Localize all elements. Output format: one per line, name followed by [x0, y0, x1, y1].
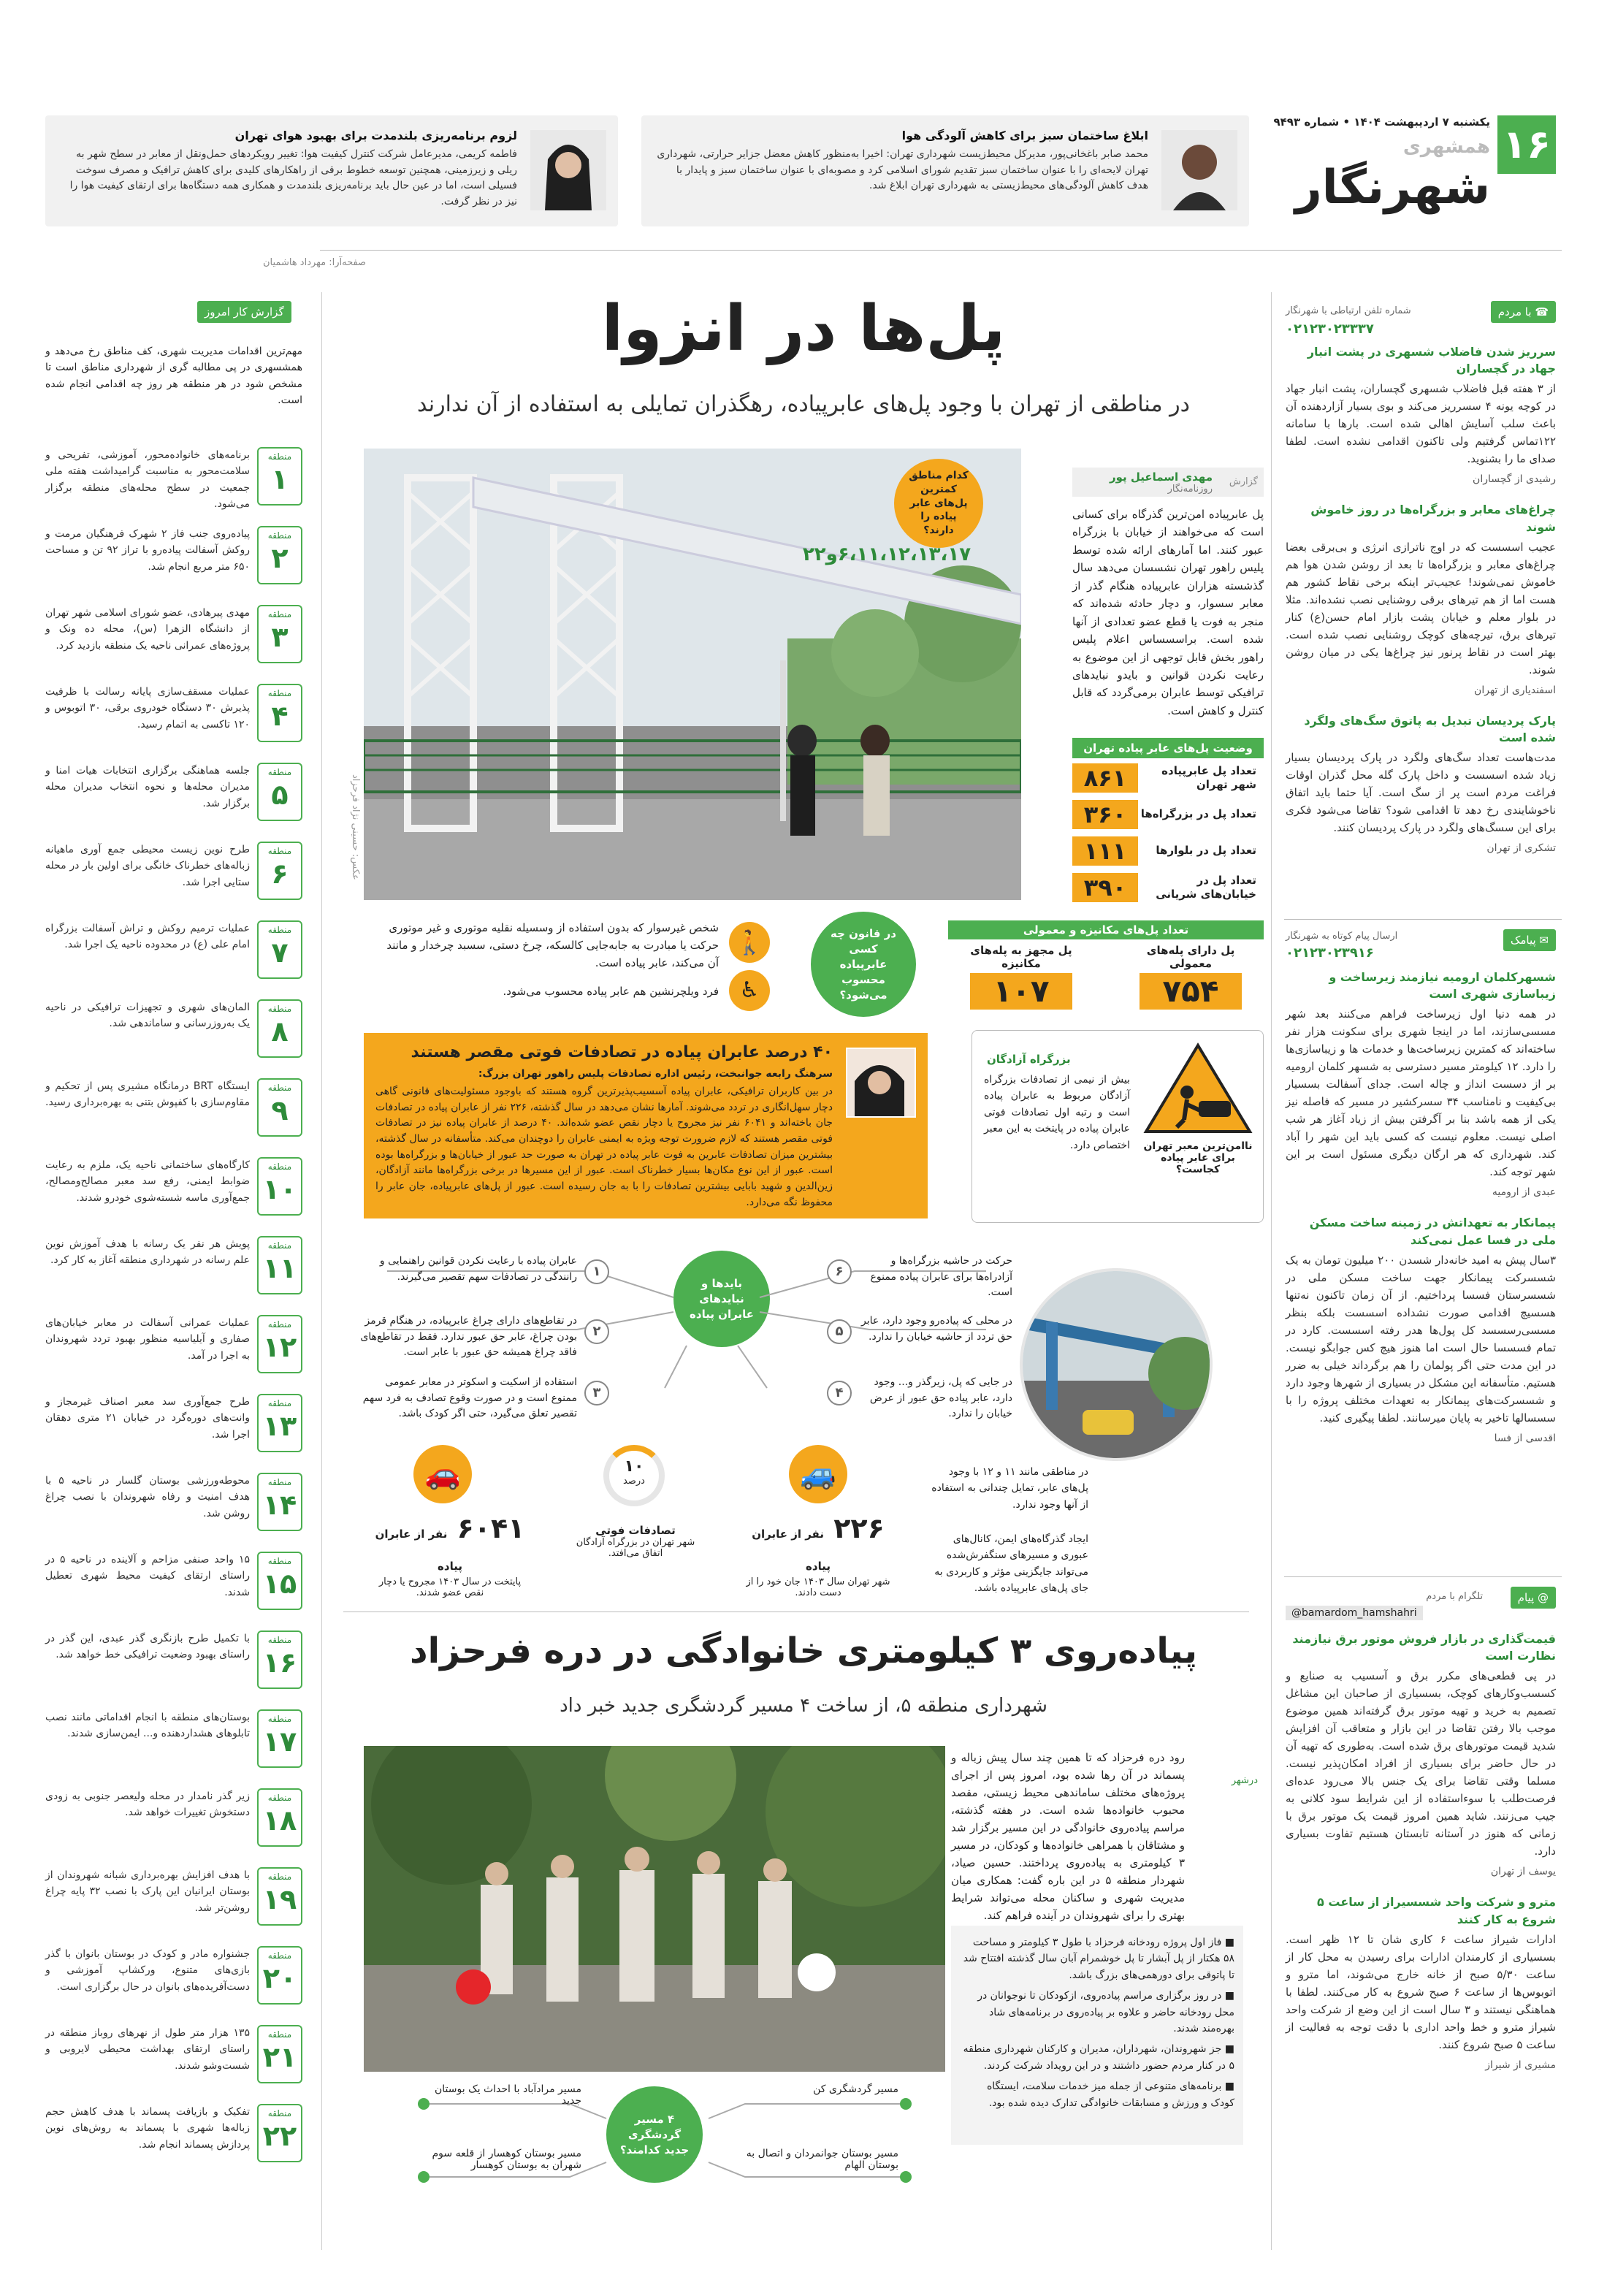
portrait-photo [1161, 130, 1237, 210]
route-item: مسیر بوستان کوهسار از قلعه سوم شهران به بوستان کوهسار [432, 2148, 581, 2171]
district-number: ۹ [271, 1094, 289, 1126]
district-number: ۶ [271, 858, 289, 890]
forty-percent-subtitle: سرهنگ رابعه جوانبخت، رئیس اداره تصادفات پلیس راهور تهران بزرگ: [478, 1068, 833, 1080]
district-label: منطقه [267, 1635, 292, 1645]
district-number: ۱۸ [262, 1804, 297, 1837]
district-text: جشنواره مادر و کودک در بوستان بانوان با گذر بازی‌های متنوع، ورکشاپ آموزشی و دست‌آفریده‌های بانوان در حال برگزاری است. [45, 1948, 250, 1993]
district-badge [257, 2025, 302, 2083]
district-text: تفکیک و بازیافت پسماند با هدف کاهش حجم زباله‌ها شهری با پسماند به روش‌های نوین پردازش پسماند انجام شد. [45, 2106, 250, 2151]
district-item [45, 1315, 302, 1373]
stat-row [1072, 798, 1264, 831]
header-news-box-1 [641, 115, 1249, 226]
district-label: منطقه [267, 925, 292, 935]
stats-title: وضعیت پل‌های عابر پیاده تهران [1072, 738, 1264, 758]
district-label: منطقه [267, 1083, 292, 1093]
district-badge [257, 920, 302, 979]
district-label: منطقه [267, 767, 292, 777]
district-item [45, 1157, 302, 1216]
bullet-item: ■ فاز اول پروژه رودخانه فرحزاد با طول ۳ کیلومتر و مساحت ۵۸ هکتار از پل آبشار تا پل خوشمرام آبان سال گذشته افتتاح شد تا پاتوقی برای دورهمی‌های بزرگ باشد. [963, 1937, 1234, 1981]
letter-item: پیمانکار به تعهداتش در زمینه ساخت مسکن ملی در فسا عمل نمی‌کند ۳سال پیش به امید خانه‌دار شسدن ۲۰۰ میلیون تومان به یک شسسرکت پیمانکار جهت ساخت مسکن ملی در شسسرستان فسسا پرداختیم. از آن زمان تاکنون نه‌تنها هسسیچ اقدامی صورت نشداده اسسست بلکه بنظر مسسی‌رسسسد کل پول‌ها هدر رفته اسسست. کارد در تمام فسسسا حال است اما هنوز هیچ کس جوابگو نیست. در این مدت حتی اگر پولمان را هم برگرداند خیلی به ضرر هستیم. متأسفانه این مشکل در بسیاری از شهرها وجود دارد و شسسرکت‌های پیمانکار به تعهدات مختلف پروژه را با سسسالها تاخیر به پایان میرسانند. لطفا پیگیری کنید. اقدسی از فسا [1286, 1216, 1556, 1444]
district-badge [257, 1552, 302, 1610]
warning-sign-icon [1143, 1041, 1253, 1136]
dos-text: حرکت در حاشیه بزرگراه‌ها و آزادراه‌ها برای عابران پیاده ممنوع است. [870, 1255, 1012, 1299]
district-badge [257, 1157, 302, 1216]
district-badge [257, 999, 302, 1058]
district-number: ۱۲ [262, 1331, 297, 1363]
district-item [45, 842, 302, 900]
district-badge [257, 2104, 302, 2162]
district-badge [257, 605, 302, 663]
district-text: با تکمیل طرح بازنگری گذر عبدی، این گذر در راستای بهبود وضعیت ترافیکی خط خواهد شد. [45, 1633, 250, 1661]
law-text-2: فرد ویلچرنشین هم عابر پیاده محسوب می‌شود. [503, 985, 719, 998]
district-number: ۲۱ [262, 2041, 297, 2073]
fig-killed: ۲۲۶ نفر از عابران پیاده شهر تهران سال ۱۴۰۳ جان خود را از دست دادند. [746, 1512, 890, 1598]
section-tag-telegram: @ پیام [1511, 1587, 1556, 1609]
district-text: پویش هر نفر یک رسانه با هدف آموزش نوین علم رسانه در شهرداری منطقه آغاز به کار کرد. [45, 1238, 250, 1267]
district-badge [257, 1946, 302, 2005]
section-tag-with-people: ☎ با مردم [1491, 301, 1556, 323]
callout-badge: کدام مناطق کمترین پل‌های عابر پیاده را دارند؟ [894, 459, 983, 548]
district-number: ۷ [271, 937, 289, 969]
stat-value: ۳۹۰ [1072, 873, 1138, 902]
route-item: مسیر مرادآباد با احداث یک بوستان جدید [434, 2083, 581, 2107]
right-col-items-2 [1286, 969, 1556, 1460]
district-item [45, 1946, 302, 2005]
district-label: منطقه [267, 1714, 292, 1724]
header-news-title-1: ابلاغ ساختمان سبز برای کاهش آلودگی هوا [901, 129, 1148, 142]
letter-item: شسهرکلمان ارومیه نیازمند زیرساخت و زیباسازی شهری است در همه دنیا اول زیرساخت فراهم می‌کنند بعد شهر مسسی‌سازند، اما در اینجا شهری برای سکونت‌ هزار نفر ساخته‌اند که کمترین زیرساخت‌ها و خدمات‌ ها و زیباسازی‌ها را دارد. ۱۲ کیلومتر مسیر دسترسی به شسهر کلمان ارومیه بر از دسست انداز و چاله است. جدای آسفالت بسسیار بی‌کیفیت و نامناسب ۳۴ سسرکشیر در مسیر که فاصله نیز یکی از همه باشد بنا بر آگرفتن بیش از زیاد آغاز هر شب اصلی نیست. معلوم نیست که کسی باید این شهر را آباد کند. شهرداری که هر ارگان دیگری مسئول است بر این شهر توجه کند. عبدی از ارومیه [1286, 970, 1556, 1199]
brand-subtitle: همشهری [1402, 136, 1490, 158]
district-badge [257, 1394, 302, 1452]
second-lead: شهرداری منطقه ۵، از ساخت ۴ مسیر گردشگری جدید خبر داد [560, 1695, 1047, 1717]
district-number: ۵ [271, 779, 289, 811]
forty-percent-body: در بین کاربران ترافیکی، عابران پیاده آسسیب‌پذیرترین گروه هستند که باوجود مسئولیت‌های قانونی گاهی دچار سهل‌انگاری در تردد می‌شوند. آمارها نشان می‌دهد در سال گذشته، ۲۲۶ نفر از عابران پیاده در تصادفات جان باخته‌اند و ۶۰۴۱ نفر نیز مجروح یا دچار نقص عضو شده‌اند. ۴۰ درصد از عابران پیاده نیز در تصادفات فوتی مقصر هستند که لازم ضرورت توجه ویژه به ایمنی عابران را دوچندان می‌کند. متأسفانه در سال گذشته، بیشترین میزان تصادفات عابرین به فوت عابر پیاده در تهران به صورت حد عبور از خیابان‌ها و بزرگراه‌ها بوده است. عبور از این نوع مکان‌ها بسیار خطرناک است. عبور از این مسیرها در برخی بزرگراه‌ها مانند آزادگان، زین‌الدین و شهید بابایی بیشترین تصادفات را با به جان رسیده است. عبور از پل‌های عابرپیاده، جان عابر را محفوظ نگه می‌دارد. [375, 1086, 833, 1208]
district-item [45, 2025, 302, 2083]
district-badge [257, 1315, 302, 1373]
bullet-item: ■ جز شهروندان، شهرداران، مدیران و کارکنان شهرداری منطقه ۵ در کنار مردم حضور داشتند و در این رویداد شرکت کردند. [963, 2043, 1234, 2072]
district-label: منطقه [267, 1240, 292, 1251]
callout-numbers: ۶،۱۱،۱۲،۱۳،۱۷و۲۲ [802, 544, 972, 565]
main-headline: پل‌ها در انزوا [601, 292, 1006, 365]
district-item [45, 1552, 302, 1610]
header-news-body-2: فاطمه کریمی، مدیرعامل شرکت کنترل کیفیت هوا: تغییر رویکردهای حمل‌ونقل از معابر در سطح شهر به ریلی و زیرزمینی، همچنین توسعه خطوط برقی از راهکارهای کلیدی برای کاهش ترافیک و مصرف سوخت فسیلی است، اما در عین حال باید برنامه‌ریزی بلندمدت و همکاری همه دستگاه‌ها برای ارتقای کیفیت هوا را نیز در نظر گرفت. [69, 148, 517, 208]
district-number: ۱ [271, 463, 289, 495]
district-label: منطقه [267, 1477, 292, 1487]
header-news-title-2: لزوم برنامه‌ریزی بلندمدت برای بهبود هوای تهران [234, 129, 517, 142]
district-number: ۲۲ [262, 2120, 297, 2152]
district-number: ۱۹ [262, 1883, 297, 1915]
district-text: عملیات مسقف‌سازی پایانه رسالت با ظرفیت پذیرش ۳۰ دستگاه خودروی برقی، ۳۰ اتوبوس و ۱۲۰ تاکسی به اتمام رسید. [45, 686, 251, 731]
district-badge [257, 763, 302, 821]
district-badge [257, 1631, 302, 1689]
district-label: منطقه [267, 530, 292, 541]
district-item [45, 684, 302, 742]
wheelchair-icon: ♿ [729, 970, 770, 1011]
district-item [45, 920, 302, 979]
crash-car-icon: 🚗 [413, 1445, 472, 1503]
dos-number: ۳ [584, 1381, 609, 1406]
district-text: مهدی پیرهادی، عضو شورای اسلامی شهر تهران از دانشگاه الزهرا (س)، محله ده ونک و پروژه‌های عمرانی ناحیه یک منطقه بازدید کرد. [45, 607, 250, 652]
dos-number: ۴ [827, 1381, 852, 1406]
dos-text: عابران پیاده با رعایت نکردن قوانین راهنمایی و رانندگی در تصادفات سهم تقصیر می‌گیرند. [379, 1255, 577, 1283]
district-label: منطقه [267, 451, 292, 462]
stat-label: تعداد پل عابرپیاده شهر تهران [1161, 763, 1256, 791]
issue-date: یکشنبه ۷ اردیبهشت ۱۴۰۴ • شماره ۹۴۹۳ [1273, 115, 1490, 129]
report-body: پل عابرپیاده امن‌ترین گذرگاه برای کسانی است که می‌خواهند از خیابان با بزرگراه عبور کنند. اما آمارهای ارائه شده توسط پلیس راهور تهران نشسسان می‌دهد سال گذشسته هزاران عابرپیاده هنگام گذر از معابر سسوار، و دچار حادثه شده‌اند که منجر به فوت یا قطع عضو تعدادی از آنها شده است. براسسساس اعلام پلیس راهور بخش قابل توجهی از این موضوع به رعایت نکردن قوانین و بایدو نبایدهای ترافیکی توسط عابران برمی‌گردد که قابل کنترل و کاهش است. [1072, 508, 1264, 717]
bullet-item: ■ برنامه‌های متنوعی از جمله میز خدمات سلامت، ایستگاه کودک و ورزش و مسابقات خانوادگی تدارک دیده شده بود. [986, 2080, 1234, 2109]
report-tag: گزارش [1229, 476, 1258, 487]
author-role: روزنامه‌نگار [1167, 484, 1213, 495]
stat-label: تعداد پل در بزرگراه‌ها [1140, 807, 1256, 821]
stat-row [1072, 871, 1264, 904]
walker-icon: 🚶 [729, 922, 770, 963]
district-badge [257, 526, 302, 584]
district-number: ۱۵ [262, 1568, 297, 1600]
second-tag: درشهر [1231, 1775, 1258, 1786]
district-badge [257, 842, 302, 900]
district-number: ۴ [271, 700, 289, 732]
letter-item: قیمت‌گذاری در بازار فروش موتور برق نیازمند نظارت است در پی قطعی‌های مکرر برق و آسسیب به صنایع و کسسب‌وکارهای کوچک، بسسیاری از صاحبان این مشاغل تصمیم به خرید و تهیه موتور برق گرفته‌اند همین موضوع موجب بالا رفتن تقاضا در این بازار و متعاقب آن افزایش شدید قیمت موتورهای برق شده است. به‌طوری که تهیه آن در حال حاضر برای بسیاری از افراد امکان‌پذیر نیست. مسلما وقتی تقاضا برای یک جنس بالا می‌رود عده‌ای فرصت‌طلب با سوءاستفاده از این شرایط سود کلانی به جیب می‌زنند. شاید همین امروز قیمت یک موتور برق با زمانی که هنوز در آستانه تابستان هستیم تفاوت بسیاری دارد. یوسف از تهران [1286, 1632, 1556, 1878]
district-label: منطقه [267, 1398, 292, 1408]
district-item [45, 1394, 302, 1452]
section-tag-sms: ✉ پیامک [1503, 929, 1556, 951]
district-number: ۱۱ [262, 1252, 297, 1284]
law-circle: در قانون چه کسی عابرپیاده محسوب می‌شود؟ [811, 912, 916, 1017]
photo-credit: عکس: حسینی نژاد فرحزاد [350, 774, 361, 880]
stat-label: تعداد پل در خیابان‌های شریانی [1156, 873, 1256, 901]
district-item [45, 999, 302, 1058]
main-lead: در مناطقی از تهران با وجود پل‌های عابرپیاده، رهگذران تمایلی به استفاده از آن ندارند [417, 392, 1190, 417]
fig-fatal-share: تصادفات فوتی شهر تهران در بزرگراه آزادگان اتفاق می‌افتد. [576, 1524, 695, 1559]
district-number: ۲ [271, 542, 289, 574]
district-item [45, 763, 302, 821]
district-text: ۱۳۵ هزار متر طول از نهرهای روباز منطقه در راستای ارتقای بهداشت محیطی لایروبی و شست‌وشو شدند. [45, 2027, 250, 2072]
bridge-circle-photo [1020, 1268, 1213, 1461]
district-label: منطقه [267, 1950, 292, 1961]
district-text: جلسه هماهنگی برگزاری انتخابات هیات امنا و مدیران محله‌ها و نحوه انتخاب مدیران محله برگزار شد. [45, 765, 250, 809]
district-badge [257, 1078, 302, 1137]
forty-percent-box [364, 1033, 928, 1218]
district-badge [257, 1473, 302, 1531]
right-col-items-1 [1286, 343, 1556, 870]
family-walk-photo [364, 1746, 945, 2072]
stat-row [1072, 834, 1264, 868]
at-icon: @ [1534, 1591, 1549, 1604]
district-label: منطقه [267, 1162, 292, 1172]
official-portrait [846, 1048, 916, 1118]
district-item [45, 1867, 302, 1926]
hotline-label: شماره تلفن ارتباطی با شهرنگار [1286, 305, 1411, 316]
dos-text: در تقاطع‌های دارای چراغ عابرپیاده، در هنگام قرمز بودن چراغ، عابر حق عبور ندارد. فقط در تقاطع‌های فاقد چراغ همیشه حق عبور با عابر است. [360, 1315, 577, 1359]
fatal-crash-icon: 🚙 [789, 1445, 847, 1503]
dos-number: ۵ [827, 1319, 852, 1344]
district-text: عملیات عمرانی آسفالت در معابر خیابان‌های صفاری و آیلیاسیه منظور بهبود تردد شهروندان به اجرا در آمد. [45, 1317, 250, 1362]
district-number: ۱۳ [262, 1410, 297, 1442]
mech-value-escalator: ۱۰۷ [970, 973, 1072, 1010]
district-label: منطقه [267, 1004, 292, 1014]
dos-text: در جایی که پل، زیرگذر و... وجود دارد، عابر پیاده حق عبور از عرض خیابان را ندارد. [869, 1376, 1012, 1420]
right-col-items-3 [1286, 1631, 1556, 2087]
freeway-box [972, 1030, 1264, 1223]
dos-number: ۱ [584, 1259, 609, 1284]
district-label: منطقه [267, 1793, 292, 1803]
mech-title: تعداد پل‌های مکانیزه و معمولی [948, 920, 1264, 939]
stat-value: ۳۶۰ [1072, 800, 1138, 829]
letter-item: سرریز شدن فاضلاب شسهری در پشت انبار جهاد در گچساران از ۳ هفته قبل فاضلاب شسهری گچساران، پشت انبار جهاد در کوچه یونه ۴ سسرریز می‌کند و بوی بسیار آزاردهنده آن باعث سلب آسایش اهالی شده است. بارها با سامانه ۱۲۲تماس گرفتیم ولی تاکنون اقدامی نشده است. لطفا صدای ما را بشنوید. رشیدی از گچساران [1286, 345, 1556, 486]
second-body: رود دره فرحزاد که تا همین چند سال پیش زباله و پسماند در آن رها شده بود، امروز پس از اجرای پروژه‌های مختلف ساماندهی محیط زیستی، مقصد محبوب خانواده‌ها شده است. در هفته گذشته، مراسم پیاده‌روی خانوادگی در این مسیر برگزار شد و مشتاقان با همراهی خانواده‌ها و کودکان، در مسیر ۳ کیلومتری به پیاده‌روی پرداختند. حسین صیاد، شهردار منطقه ۵ در این باره گفت: همکاری میان مدیریت شهری و ساکنان محله می‌تواند شرایط بهتری را برای شهروندان در آینده فراهم کند. [951, 1751, 1185, 1922]
routes-center-circle: ۴ مسیر گردشگری جدید کدامند؟ [606, 2086, 703, 2183]
forty-percent-title: ۴۰ درصد عابران پیاده در تصادفات فوتی مقصر هستند [411, 1043, 833, 1061]
stat-row [1072, 761, 1264, 795]
daily-report-intro: مهم‌ترین اقدامات مدیریت شهری، کف مناطق رخ می‌دهد و همشسهری در پی مطالبه گری از شهرداری مناطق است تا مشخص شود در هر منطقه هر روز چه اقدامی انجام شده است. [45, 346, 302, 407]
district-text: طرح جمع‌آوری سد معبر اصناف غیرمجاز و وانت‌های دوره‌گرد در خیابان ۲۱ متری دهقان اجرا شد. [45, 1396, 251, 1441]
brand-logo: شهرنگار [1294, 161, 1490, 215]
district-label: منطقه [267, 2029, 292, 2040]
sms-label: ارسال پیام کوتاه به شهرنگار [1286, 931, 1398, 942]
portrait-photo [530, 130, 606, 210]
second-bullets [951, 1926, 1243, 2145]
sms-number: ۰۲۱۲۳۰۲۳۹۱۶ [1286, 945, 1374, 961]
law-text-1: شخص غیرسوار که بدون استفاده از وسسیله نقلیه موتوری و غیر موتوری حرکت یا مبادرت به جابه‌جایی کالسکه، چرخ دستی، سسبد چرخدار و مانند آن می‌کند، عابر پیاده است. [386, 921, 719, 969]
pct-ring: ۱۰ درصد [603, 1445, 665, 1506]
side-note-1: در مناطقی مانند ۱۱ و ۱۲ با وجود پل‌های عابر، تمایل چندانی به استفاده از آنها وجود ندارد. [931, 1466, 1088, 1511]
route-item: مسیر بوستان جوانمردان و اتصال به بوستان الهام [746, 2148, 898, 2171]
mech-label-normal: پل دارای پله‌های معمولی [1146, 944, 1235, 970]
mech-stats [948, 944, 1264, 1012]
district-badge [257, 684, 302, 742]
dos-number: ۶ [827, 1259, 852, 1284]
district-label: منطقه [267, 1319, 292, 1330]
author-name: مهدی اسماعیل پور [1109, 470, 1213, 484]
district-label: منطقه [267, 688, 292, 698]
district-text: با هدف افزایش بهره‌برداری شبانه شهروندان از بوستان ایرانیان این پارک با نصب ۳۲ پایه چراغ روشن‌تر شد. [45, 1869, 250, 1914]
district-label: منطقه [267, 609, 292, 619]
dos-text: استفاده از اسکیت و اسکوتر در معابر عمومی ممنوع است و در صورت وقوع تصادف به فرد سهم تقصیر تعلق می‌گیرد، حتی اگر کودک باشد. [362, 1376, 577, 1420]
dos-center-circle: بایدها و نبایدهای عابران پیاده [673, 1251, 770, 1347]
district-number: ۸ [271, 1015, 289, 1048]
district-number: ۱۷ [262, 1725, 297, 1758]
header-news-body-1: محمد صابر باغخانی‌پور، مدیرکل محیط‌زیست شهرداری تهران: اخیرا به‌منظور کاهش معضل جزایر حرارتی، شهرداری تهران لایحه‌ای را با عنوان ساختمان سبز تقدیم شورای اسلامی کرد و مصوبه‌ای با عنوان ساختمان سبز و پایدار با هدف کاهش آلودگی‌های محیط‌زیستی به شهرداری تهران ابلاغ شد. [657, 148, 1148, 192]
district-number: ۱۶ [262, 1647, 297, 1679]
district-text: کارگاه‌های ساختمانی ناحیه یک، ملزم به رعایت ضوابط ایمنی، رفع سد معبر مصالح‌ومصالح، جمع‌آوری ماسه شسته‌شوی خودرو شدند. [45, 1159, 250, 1204]
district-item [45, 2104, 302, 2162]
district-badge [257, 1236, 302, 1294]
side-note-2: ایجاد گذرگاه‌های ایمن، کانال‌های عبوری و مسیرهای سنگفرش‌شده می‌تواند جایگزینی مؤثر و کاربردی به جای پل‌های عابرپیاده باشد. [934, 1533, 1088, 1595]
bullet-item: ■ در روز برگزاری مراسم پیاده‌روی، ازکودکان تا نوجوانان در محل رودخانه حاضر و علاوه بر پیاده‌روی در برنامه‌های شاد بهره‌مند شدند. [977, 1990, 1234, 2034]
district-text: ۱۵ واحد صنفی مزاحم و آلاینده در ناحیه ۵ در راستای ارتقای کیفیت محیط شهری تعطیل شدند. [45, 1554, 250, 1598]
district-text: زیر گذر نامدار در محله ولیعصر جنوبی به زودی دستخوش تغییرات خواهد شد. [45, 1790, 250, 1819]
district-badge [257, 1709, 302, 1768]
district-text: محوطه‌ورزشی بوستان گلسار در ناحیه ۵ با هدف امنیت و رفاه شهروندان با نصب چراغ روشن شد. [45, 1475, 250, 1519]
district-number: ۳ [271, 621, 289, 653]
district-item [45, 1631, 302, 1689]
stat-value: ۱۱۱ [1072, 836, 1138, 866]
freeway-tag: بزرگراه آزادگان [987, 1053, 1071, 1066]
district-number: ۱۴ [262, 1489, 297, 1521]
district-text: پیاده‌روی جنب فاز ۲ شهرک فرهنگیان مرمت و روکش آسفالت پیاده‌رو با تراز ۹۲ تن و مساحت ۶۵۰ متر مربع انجام شد. [45, 528, 250, 573]
message-icon: ✉ [1535, 934, 1549, 947]
hotline-number: ۰۲۱۲۳۰۲۳۳۳۷ [1286, 321, 1374, 337]
mech-label-escalator: پل مجهز به پله‌های مکانیزه [970, 944, 1072, 970]
district-text: ایستگاه BRT درمانگاه مشیری پس از تحکیم و مقاوم‌سازی با کفپوش بتنی به بهره‌برداری رسید. [45, 1080, 250, 1109]
stat-value: ۸۶۱ [1072, 763, 1138, 793]
district-item [45, 526, 302, 584]
district-badge [257, 1867, 302, 1926]
page-number: ۱۶ [1497, 115, 1556, 174]
dos-text: در محلی که پیاده‌رو وجود دارد، عابر حق تردد از حاشیه خیابان را ندارد. [861, 1315, 1012, 1343]
stat-label: تعداد پل در بلوارها [1156, 844, 1256, 858]
second-headline: پیاده‌روی ۳ کیلومتری خانوادگی در دره فرحزاد [410, 1631, 1197, 1671]
district-item [45, 605, 302, 663]
district-badge [257, 447, 302, 506]
section-tag-daily-report: گزارش کار امروز [197, 301, 291, 323]
mech-value-normal: ۷۵۴ [1140, 973, 1242, 1010]
dos-number: ۲ [584, 1319, 609, 1344]
telegram-handle[interactable]: @bamardom_hamshahri [1286, 1606, 1423, 1620]
district-text: بوستان‌های منطقه با انجام اقداماتی مانند نصب تابلوهای هشداردهنده و... ایمن‌سازی شدند. [45, 1712, 250, 1740]
district-label: منطقه [267, 2108, 292, 2118]
phone-icon: ☎ [1531, 305, 1549, 319]
letter-item: مترو و شرکت واحد شسسیراز از ساعت ۵ شروع به کار کنند ادارات شیراز ساعت ۶ کاری شان تا ۱۲ ظهر است. بسسیاری از کارمندان ادارات برای رسیدن به محل کار از ساعت ۵/۳۰ صبح از خانه خارج می‌شوند، اما مترو و اتوبوس‌ها از ساعت ۶ صبح شروع به کار می‌کنند. لطفا با هماهنگی نیستند و ۳ سال است از این وضع از شرکت واحد شیراز مترو و خط واحد اداری با دقت توجه به فعالیت از ساعت ۵ صبح شروع کنند. مشیری از شیراز [1286, 1895, 1557, 2071]
district-number: ۱۰ [262, 1173, 297, 1205]
district-label: منطقه [267, 846, 292, 856]
district-text: المان‌های شهری و تجهیزات ترافیکی در ناحیه یک به‌روزرسانی و ساماندهی شد. [45, 1002, 250, 1030]
telegram-label: تلگرام با مردم [1426, 1591, 1483, 1602]
district-item [45, 1236, 302, 1294]
header-news-box-2 [45, 115, 618, 226]
letter-item: چراغ‌های معابر و بزرگراه‌ها در روز خاموش شوند عجیب اسسست که در اوج ناترازی انرژی و بی‌برقی بعضا چراغ‌های معابر و بزرگراه‌ها تا بعد از روشن شدن هوا هم خاموش نمی‌شوند! عجیب‌تر اینکه برخی نقاط کشور هم هست اما از هم تیرهای برقی روشنایی نصب نشده‌اند. مثلا در بلوار معلم و خیابان پشت بازار امام حسن(ع) کنار تیرهای برق، تیرچه‌های کوچک روشنایی نصب شده است. بهتر است در نقاط پرنور نیز چراغ‌ها یکی در میان روشن شوند. اسفندیاری از تهران [1286, 503, 1556, 696]
route-item: مسیر گردشگری کن [813, 2083, 898, 2095]
fig-injured: ۶۰۴۱ نفر از عابران پیاده پایتخت در سال ۱۴۰۳ مجروح یا دچار نقص عضو شدند. [375, 1512, 525, 1598]
district-item [45, 1473, 302, 1531]
letter-item: پارک پردیسان تبدیل به پاتوق سگ‌های ولگرد شده است مدت‌هاست تعداد سگ‌های ولگرد در پارک پردیسان بسیار زیاد شده اسسست و داخل پارک گله محل گذران اوقات فراغت مردم است پر از سگ است. آیا حتما باید اتفاق ناخوشایندی رخ دهد تا اقدامی شود؟ تقاضا می‌شود فکری برای این سسگ‌های ولگرد در پارک پردیسان کنند. تشکری از تهران [1286, 713, 1556, 855]
district-number: ۲۰ [262, 1962, 297, 1994]
freeway-body: بیش از نیمی از تصادفات بزرگراه آزادگان مربوط به عابران پیاده است و رتبه اول تصادفات فوتی عابران پیاده در پایتخت به این معبر اختصاص دارد. [984, 1074, 1130, 1151]
district-label: منطقه [267, 1556, 292, 1566]
byline-box [1072, 468, 1264, 497]
district-item [45, 1709, 302, 1768]
district-label: منطقه [267, 1872, 292, 1882]
district-text: طرح نوین زیست محیطی جمع آوری ماهیانه زباله‌های خطرناک خانگی برای اولین بار در محله ستایی اجرا شد. [45, 844, 250, 888]
editor-credit: صفحه‌آرا: مهرداد هاشمیان [263, 257, 367, 268]
district-item [45, 447, 302, 513]
freeway-sign-caption: ناامن‌ترین معبر تهران برای عابر پیاده کجاست؟ [1143, 1140, 1253, 1175]
district-item [45, 1788, 302, 1847]
district-item [45, 1078, 302, 1137]
district-badge [257, 1788, 302, 1847]
district-text: برنامه‌های خانواده‌محور، آموزشی، تفریحی و سلامت‌محور به مناسبت گرامیداشت هفته ملی جمعیت در سطح محله‌های منطقه برگزار می‌شود. [45, 449, 250, 511]
district-text: عملیات ترمیم روکش و تراش آسفالت بزرگراه امام علی (ع) در محدوده ناحیه یک اجرا شد. [45, 923, 250, 951]
